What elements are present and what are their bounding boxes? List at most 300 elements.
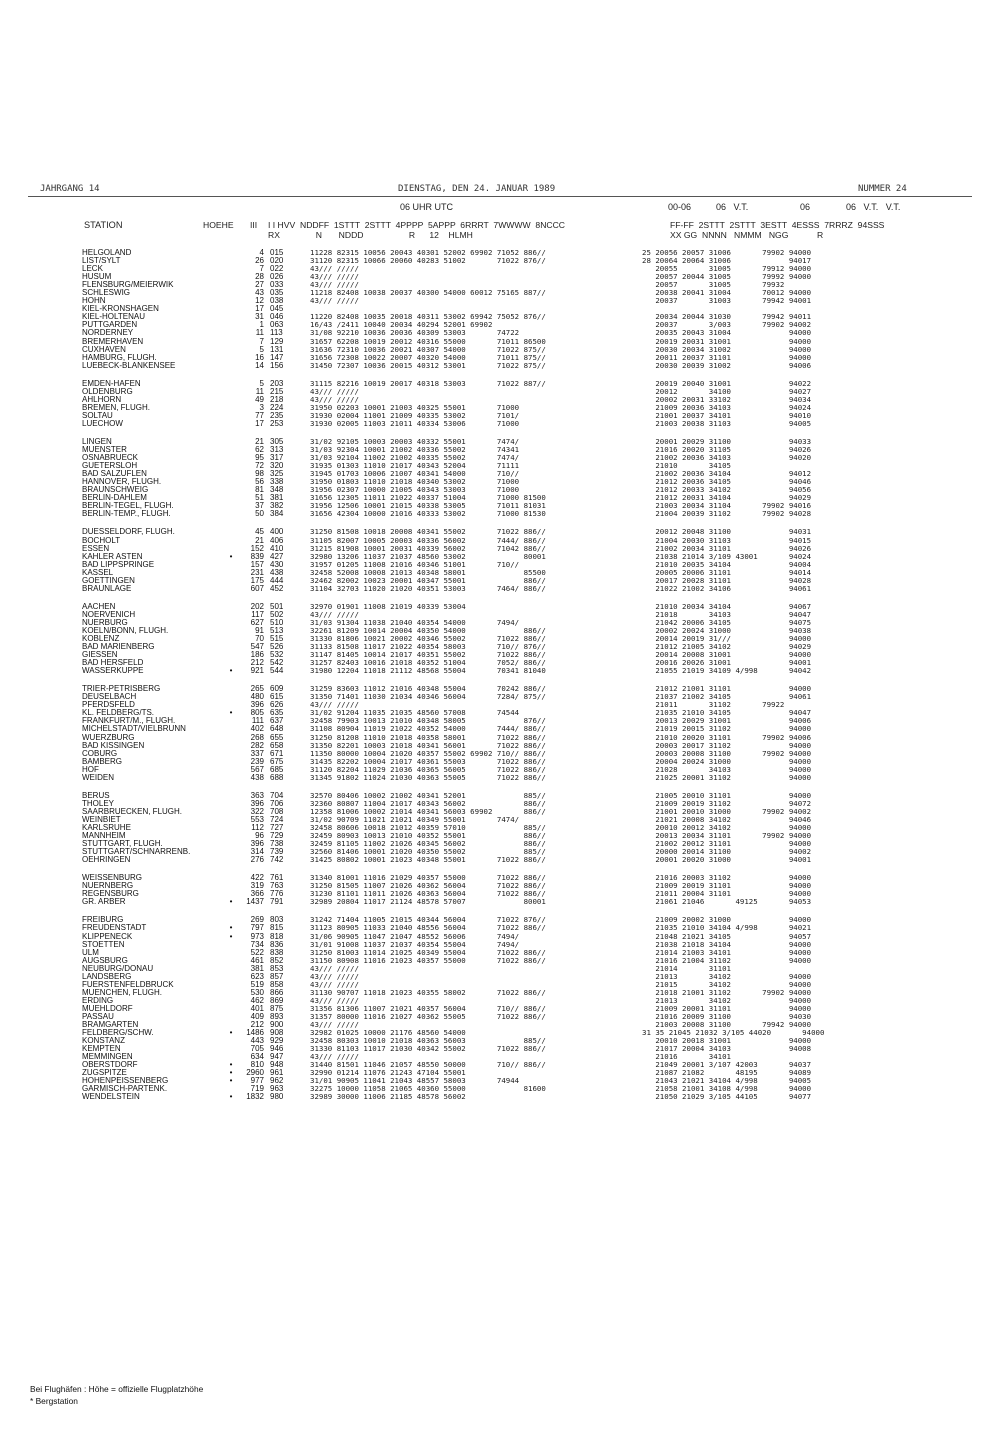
station-index: 671	[270, 748, 284, 758]
mountain-station-marker	[224, 643, 238, 651]
additional-groups: 20011 20037 31101 94000	[642, 352, 812, 362]
mountain-station-marker	[224, 412, 238, 420]
additional-groups: 20010 20018 31001 94000	[642, 1036, 812, 1046]
station-name: KL. FELDBERG/TS.	[82, 708, 155, 718]
station-height: 973	[250, 931, 264, 941]
observation-code: 32458 80606 10018 21012 40359 57010 885//	[310, 823, 546, 832]
station-height: 5	[259, 344, 264, 354]
station-index: 946	[270, 1044, 284, 1054]
mountain-station-marker	[224, 428, 238, 438]
mountain-station-marker	[224, 965, 238, 973]
station-index: 637	[270, 716, 284, 726]
station-name: NUERNBERG	[82, 881, 134, 891]
station-name: BERUS	[82, 790, 110, 800]
station-name: MUENSTER	[82, 445, 127, 455]
station-index: 609	[270, 684, 284, 694]
additional-groups: 20057 20044 31005 79992 94000	[642, 272, 812, 282]
mountain-station-marker	[224, 973, 238, 981]
mountain-station-marker	[224, 675, 238, 685]
station-row	[82, 585, 912, 593]
additional-groups: 20013 20029 31001 94006	[642, 716, 812, 726]
additional-groups: 21037 21002 34105 94061	[642, 692, 812, 702]
observation-code: 31356 81306 11007 21021 40357 56004 710// 886//	[310, 1003, 546, 1013]
station-height: 607	[250, 583, 264, 593]
station-height: 839	[250, 551, 264, 561]
observation-code: 32458 80303 10010 21018 40363 56003 885//	[310, 1036, 546, 1046]
station-name: KIEL-HOLTENAU	[82, 312, 145, 322]
additional-groups: 21028 34103 94000	[642, 764, 812, 774]
observation-code: 31656 12305 11011 21022 40337 51004 71000 81500	[310, 493, 546, 503]
station-name: HELGOLAND	[82, 248, 132, 257]
station-name: STUTTGART/SCHNARRENB.	[82, 847, 191, 857]
station-name: FUERSTENFELDBRUCK	[82, 979, 174, 989]
observation-code: 31130 90707 11018 21023 40355 58002 71022 886//	[310, 987, 546, 997]
additional-groups: 21009 20019 31101 94000	[642, 881, 812, 891]
additional-groups: 21018 34103 94047	[642, 609, 812, 619]
mountain-station-marker: •	[229, 1068, 233, 1078]
station-index: 704	[270, 790, 284, 800]
station-height: 480	[250, 692, 264, 702]
additional-groups: 20014 20019 31/// 94000	[642, 634, 812, 644]
additional-groups: 21001 20010 31000 79902 94002	[642, 806, 812, 816]
station-height: 4	[259, 248, 264, 257]
station-name: WASSERKUPPE	[82, 666, 144, 676]
additional-groups: 20016 20026 31001 94001	[642, 658, 812, 668]
station-index: 803	[270, 915, 284, 925]
mountain-station-marker	[224, 1013, 238, 1021]
station-name: BRAUNLAGE	[82, 583, 132, 593]
mountain-station-marker	[224, 518, 238, 528]
station-height: 50	[255, 509, 264, 519]
mountain-station-marker: •	[229, 1092, 233, 1102]
observation-code: 31/03 91304 11038 21040 40354 54000 7494/	[310, 617, 520, 627]
station-name: HAMBURG, FLUGH.	[82, 352, 157, 362]
station-index: 724	[270, 814, 284, 824]
station-index: 022	[270, 264, 284, 274]
additional-groups: 20035 20043 31004 94000	[642, 328, 812, 338]
additional-groups: 21003 20034 31104 79902 94016	[642, 501, 812, 511]
mountain-station-marker	[224, 800, 238, 808]
observation-code: 31/01 91008 11037 21037 40354 55004 7494/	[310, 939, 520, 949]
observation-columns-header: I I HVV NDDFF 1STTT 2STTT 4PPPP 5APPP 6RRRT 7WWWW 8NCCC	[268, 220, 566, 230]
station-index: 215	[270, 386, 284, 396]
mountain-station-marker	[224, 717, 238, 725]
station-height: 265	[250, 684, 264, 694]
station-index: 929	[270, 1036, 284, 1046]
station-height: 21	[255, 535, 264, 545]
station-index: 502	[270, 609, 284, 619]
station-index: 866	[270, 987, 284, 997]
station-height: 2960	[246, 1068, 264, 1078]
observation-code: 31/06 90905 11047 21047 48552 56006 7494/	[310, 931, 520, 941]
station-height: 810	[250, 1060, 264, 1070]
station-index: 729	[270, 831, 284, 841]
station-row	[82, 1045, 912, 1053]
additional-groups: 21016 20020 31105 94026	[642, 445, 812, 455]
mountain-station-marker	[224, 685, 238, 693]
station-height: 797	[250, 923, 264, 933]
additional-groups: 21012 21001 31101 94000	[642, 684, 812, 694]
station-index: 045	[270, 304, 284, 314]
mountain-station-marker	[224, 257, 238, 265]
mountain-station-marker	[224, 454, 238, 462]
additional-groups: 21001 20037 34101 94010	[642, 410, 812, 420]
station-height: 51	[255, 493, 264, 503]
additional-groups: 21012 20036 34105 94046	[642, 477, 812, 487]
station-height: 396	[250, 839, 264, 849]
station-name: ERDING	[82, 995, 114, 1005]
station-height: 530	[250, 987, 264, 997]
station-name: MUENCHEN, FLUGH.	[82, 987, 163, 997]
observation-code: 31425 80802 10001 21023 40348 55001 71022 886//	[310, 855, 546, 865]
station-name: BAD LIPPSPRINGE	[82, 559, 155, 569]
station-name: BREMEN, FLUGH.	[82, 402, 151, 412]
mountain-station-marker	[224, 438, 238, 446]
station-index: 129	[270, 336, 284, 346]
mountain-station-marker	[224, 734, 238, 742]
additional-groups: 21003 20008 31100 79942 94000	[642, 1020, 812, 1030]
station-index: 727	[270, 823, 284, 832]
observation-code: 32462 82002 10023 20001 40347 55001 886//	[310, 575, 546, 585]
height-column-header: HOEHE	[203, 220, 234, 230]
station-height: 977	[250, 1076, 264, 1086]
mountain-station-marker	[224, 370, 238, 380]
station-name: AACHEN	[82, 601, 116, 611]
mountain-station-marker	[224, 1037, 238, 1045]
station-name: TRIER-PETRISBERG	[82, 684, 161, 694]
observation-code: 31656 42304 10000 21016 40333 53002 71000 81530	[310, 509, 546, 519]
station-index: 382	[270, 501, 284, 511]
mountain-station-marker	[224, 265, 238, 273]
mountain-station-marker	[224, 510, 238, 518]
observation-code: 31115 82216 10019 20017 40318 53003 71022 887//	[310, 378, 546, 388]
station-height: 95	[255, 453, 264, 463]
observation-code: 32458 79903 10013 21010 40348 58005 876//	[310, 716, 546, 726]
header-rule	[28, 196, 972, 197]
additional-groups: 21009 20019 31102 94072	[642, 798, 812, 808]
mountain-station-marker	[224, 750, 238, 758]
observation-code: 31357 80000 11016 21027 40362 55005 71022 886//	[310, 1011, 546, 1021]
additional-groups: 21002 20036 34103 94020	[642, 453, 812, 463]
observation-code: 31123 80905 11033 21040 48556 56004 71022 886//	[310, 923, 546, 933]
station-height: 276	[250, 855, 264, 865]
station-height: 268	[250, 732, 264, 742]
additional-groups: 21016 20003 31102 94000	[642, 873, 812, 883]
additional-groups: 20000 20014 31100 94002	[642, 847, 812, 857]
station-index: 706	[270, 798, 284, 808]
station-height: 627	[250, 617, 264, 627]
station-index: 452	[270, 583, 284, 593]
mountain-station-marker	[224, 528, 238, 536]
station-index: 038	[270, 296, 284, 306]
observation-code: 31330 81103 11017 21030 40342 55002 71022 886//	[310, 1044, 546, 1054]
observation-code: 31956 12506 10001 21015 40338 53005 71011 81031	[310, 501, 546, 511]
additional-groups: 21009 20036 34103 94024	[642, 402, 812, 412]
station-row	[82, 693, 912, 701]
observation-code: 32970 01901 11008 21019 40339 53004	[310, 601, 466, 611]
station-name: WENDELSTEIN	[82, 1092, 140, 1102]
station-name: LECK	[82, 264, 103, 274]
station-name: FREUDENSTADT	[82, 923, 147, 933]
additional-groups: 21035 21010 34104 4/998 94021	[642, 923, 812, 933]
station-name: SAARBRUECKEN, FLUGH.	[82, 806, 183, 816]
station-index: 947	[270, 1052, 284, 1062]
station-index: 836	[270, 939, 284, 949]
station-name: NORDERNEY	[82, 328, 134, 338]
mountain-station-marker: •	[229, 931, 233, 941]
mountain-station-marker	[224, 840, 238, 848]
station-index: 253	[270, 418, 284, 428]
station-height: 553	[250, 814, 264, 824]
station-height: 11	[255, 328, 264, 338]
additional-groups: 20055 31005 79912 94000	[642, 264, 812, 274]
observation-code: 31133 81508 11017 21022 40354 58003 710// 876//	[310, 642, 546, 652]
station-height: 77	[255, 410, 264, 420]
footnote-mountain-station: * Bergstation	[30, 1396, 78, 1406]
additional-groups: 20057 31005 79932	[642, 280, 785, 290]
observation-code: 31636 72310 10036 20021 40307 54000 71022 875//	[310, 344, 546, 354]
station-index: 015	[270, 248, 284, 257]
station-height: 186	[250, 650, 264, 660]
station-index: 852	[270, 955, 284, 965]
station-index: 305	[270, 436, 284, 446]
station-name: THOLEY	[82, 798, 115, 808]
mountain-station-marker: •	[229, 1060, 233, 1070]
additional-groups: 20014 20008 31001 94000	[642, 650, 812, 660]
station-height: 319	[250, 881, 264, 891]
station-index: 224	[270, 402, 284, 412]
station-name: KARLSRUHE	[82, 823, 131, 832]
mountain-station-marker	[224, 693, 238, 701]
station-name: REGENSBURG	[82, 889, 139, 899]
mountain-station-marker	[224, 758, 238, 766]
mountain-station-marker	[224, 346, 238, 354]
mountain-station-marker	[224, 446, 238, 454]
station-index: 838	[270, 947, 284, 957]
additional-groups: 20037 31003 79942 94001	[642, 296, 812, 306]
observation-code: 43/// /////	[310, 272, 359, 282]
additional-groups: 21055 21019 34109 4/998 94042	[642, 666, 812, 676]
observation-code: 43/// /////	[310, 296, 359, 306]
observation-code: 31980 12204 11018 21112 48568 55004 70341 81040	[310, 666, 546, 676]
observation-code: 43/// /////	[310, 995, 359, 1005]
station-height: 366	[250, 889, 264, 899]
station-index: 063	[270, 320, 284, 330]
station-name: NOERVENICH	[82, 609, 136, 619]
mountain-station-marker	[224, 593, 238, 603]
station-name: BERLIN-TEMP., FLUGH.	[82, 509, 171, 519]
mountain-station-marker	[224, 856, 238, 864]
observation-code: 31450 72307 10036 20015 40312 53001 71022 875//	[310, 360, 546, 370]
station-index: 526	[270, 642, 284, 652]
mountain-station-marker	[224, 725, 238, 733]
station-height: 7	[259, 264, 264, 274]
station-index: 688	[270, 772, 284, 782]
right-time-group-2: 06 V.T.	[716, 202, 749, 212]
station-name: MUEHLDORF	[82, 1003, 133, 1013]
station-height: 363	[250, 790, 264, 800]
station-index: 893	[270, 1011, 284, 1021]
observation-code: 43/// /////	[310, 609, 359, 619]
station-index: 317	[270, 453, 284, 463]
station-index: 615	[270, 692, 284, 702]
observation-code: 31930 02005 11003 21011 40334 53006 71000	[310, 418, 520, 428]
additional-groups: 21012 20031 34104 94029	[642, 493, 812, 503]
station-height: 17	[255, 304, 264, 314]
station-height: 705	[250, 1044, 264, 1054]
observation-time: 06 UHR UTC	[400, 202, 454, 212]
additional-groups: 21002 20012 31101 94000	[642, 839, 812, 849]
additional-groups: 21061 21046 49125 94053	[642, 897, 812, 907]
station-name: NUERBURG	[82, 617, 128, 627]
mountain-station-marker	[224, 989, 238, 997]
report-date: DIENSTAG, DEN 24. JANUAR 1989	[398, 184, 556, 194]
station-index: 963	[270, 1084, 284, 1094]
additional-groups: 21016 20009 31100 94030	[642, 1011, 812, 1021]
station-height: 438	[250, 772, 264, 782]
station-name: KONSTANZ	[82, 1036, 125, 1046]
station-name: GARMISCH-PARTENK.	[82, 1084, 168, 1094]
station-name: HOHENPEISSENBERG	[82, 1076, 169, 1086]
station-index: 203	[270, 378, 284, 388]
station-name: ESSEN	[82, 543, 110, 553]
station-index: 791	[270, 897, 284, 907]
station-name: OEHRINGEN	[82, 855, 131, 865]
mountain-station-marker	[224, 321, 238, 329]
station-index: 406	[270, 535, 284, 545]
station-index: 338	[270, 477, 284, 487]
additional-groups: 21015 34102 94000	[642, 979, 812, 989]
observation-code: 31330 81806 10021 20002 40346 55002 71022 886//	[310, 634, 546, 644]
station-height: 396	[250, 798, 264, 808]
station-name: KIEL-KRONSHAGEN	[82, 304, 159, 314]
observation-code: 31345 91802 11024 21030 40363 55005 71022 886//	[310, 772, 546, 782]
station-name: KOELN/BONN, FLUGH.	[82, 625, 169, 635]
mountain-station-marker	[224, 1005, 238, 1013]
observation-code: 31/01 90905 11041 21043 48557 58003 74944	[310, 1076, 520, 1086]
station-name: STOETTEN	[82, 939, 125, 949]
observation-code: 43/// /////	[310, 971, 359, 981]
station-name: GOETTINGEN	[82, 575, 135, 585]
additional-groups: 21038 21018 34104 94000	[642, 939, 812, 949]
observation-code: 31350 82201 10003 21018 40341 56001 71022 886//	[310, 740, 546, 750]
station-name: FRANKFURT/M., FLUGH.	[82, 716, 176, 726]
station-name: OSNABRUECK	[82, 453, 139, 463]
mountain-station-marker	[224, 537, 238, 545]
station-row	[82, 774, 912, 782]
station-height: 282	[250, 740, 264, 750]
station-height: 921	[250, 666, 264, 676]
additional-groups: 21003 20038 31103 94005	[642, 418, 812, 428]
station-height: 422	[250, 873, 264, 883]
station-name: NEUBURG/DONAU	[82, 963, 154, 973]
mountain-station-marker	[224, 329, 238, 337]
observation-code: 32458 52008 10008 21013 40348 58001 85500	[310, 567, 546, 577]
station-row	[82, 667, 912, 675]
mountain-station-marker	[224, 651, 238, 659]
station-height: 443	[250, 1036, 264, 1046]
station-index: 542	[270, 658, 284, 668]
mountain-station-marker	[224, 494, 238, 502]
station-name: GIESSEN	[82, 650, 118, 660]
mountain-station-marker	[224, 462, 238, 470]
station-height: 337	[250, 748, 264, 758]
observation-code: 43/// /////	[310, 700, 359, 710]
additional-groups: 21048 21021 34105 94057	[642, 931, 812, 941]
additional-groups: 20034 20044 31030 79942 94011	[642, 312, 812, 322]
station-index: 685	[270, 764, 284, 774]
mountain-station-marker	[224, 478, 238, 486]
observation-code: 31950 01803 11010 21018 40340 53002 71000	[310, 477, 520, 487]
station-index: 320	[270, 461, 284, 471]
footnote-airports: Bei Flughäfen : Höhe = offizielle Flugplatzhöhe	[30, 1384, 204, 1394]
mountain-station-marker: •	[229, 708, 233, 718]
station-name: AHLHORN	[82, 394, 122, 404]
mountain-station-marker	[224, 486, 238, 494]
station-row	[82, 420, 912, 428]
station-height: 45	[255, 527, 264, 537]
additional-groups: 21013 34102 94000	[642, 995, 812, 1005]
station-index: 515	[270, 634, 284, 644]
observation-code: 31440 81501 11046 21057 48550 50000 710// 886//	[310, 1060, 546, 1070]
station-name: BERLIN-DAHLEM	[82, 493, 147, 503]
station-index: 035	[270, 288, 284, 298]
station-height: 21	[255, 436, 264, 446]
station-height: 81	[255, 485, 264, 495]
additional-groups: 21038 21014 3/109 43001 94024	[642, 551, 812, 561]
additional-groups: 21058 21001 34108 4/998 94000	[642, 1084, 812, 1094]
observation-code: 31340 81001 11016 21029 40357 55000 71022 886//	[310, 873, 546, 883]
station-height: 49	[255, 394, 264, 404]
station-height: 409	[250, 1011, 264, 1021]
additional-groups: 21010 20034 34104 94067	[642, 601, 812, 611]
station-index: 410	[270, 543, 284, 553]
observation-code: 32560 81406 10001 21020 40350 55002 885//	[310, 847, 546, 857]
observation-code: 32989 20804 11017 21124 48578 57007 80001	[310, 897, 546, 907]
station-row	[82, 273, 912, 281]
station-height: 16	[255, 352, 264, 362]
station-name: BAD SALZUFLEN	[82, 469, 147, 479]
station-height: 1832	[246, 1092, 264, 1102]
station-index: 147	[270, 352, 284, 362]
mountain-station-marker	[224, 420, 238, 428]
mountain-station-marker	[224, 824, 238, 832]
station-name: GUETERSLOH	[82, 461, 138, 471]
observation-code: 11220 82408 10035 20018 40311 53002 69942 75052 876//	[310, 312, 546, 322]
observation-code: 32980 13206 11037 21037 48560 53002 80001	[310, 551, 546, 561]
mountain-station-marker	[224, 808, 238, 816]
observation-code: 31/03 92104 11002 21002 40335 55002 7474/	[310, 453, 520, 463]
observation-code: 31435 82202 10004 21017 40361 55003 71022 886//	[310, 756, 546, 766]
observation-code: 31/03 92304 10001 21002 40336 55002 74341	[310, 445, 520, 455]
additional-groups: 20030 20034 31002 94000	[642, 344, 812, 354]
observation-code: 31/02 91204 11035 21035 48560 57008 74544	[310, 708, 520, 718]
station-index: 742	[270, 855, 284, 865]
station-index: 658	[270, 740, 284, 750]
observation-code: 11228 82315 10056 20043 40301 52002 69902 71052 886//	[310, 248, 546, 257]
station-height: 31	[255, 312, 264, 322]
station-height: 111	[251, 716, 264, 726]
station-index: 853	[270, 963, 284, 973]
additional-groups: 28 20064 20064 31006 94017	[642, 256, 812, 266]
station-name: BAMBERG	[82, 756, 123, 766]
station-height: 43	[255, 288, 264, 298]
station-index: 961	[270, 1068, 284, 1078]
station-height: 14	[255, 360, 264, 370]
mountain-station-marker	[224, 864, 238, 874]
station-index: 131	[270, 344, 284, 354]
additional-groups: 20001 20020 31000 94001	[642, 855, 812, 865]
